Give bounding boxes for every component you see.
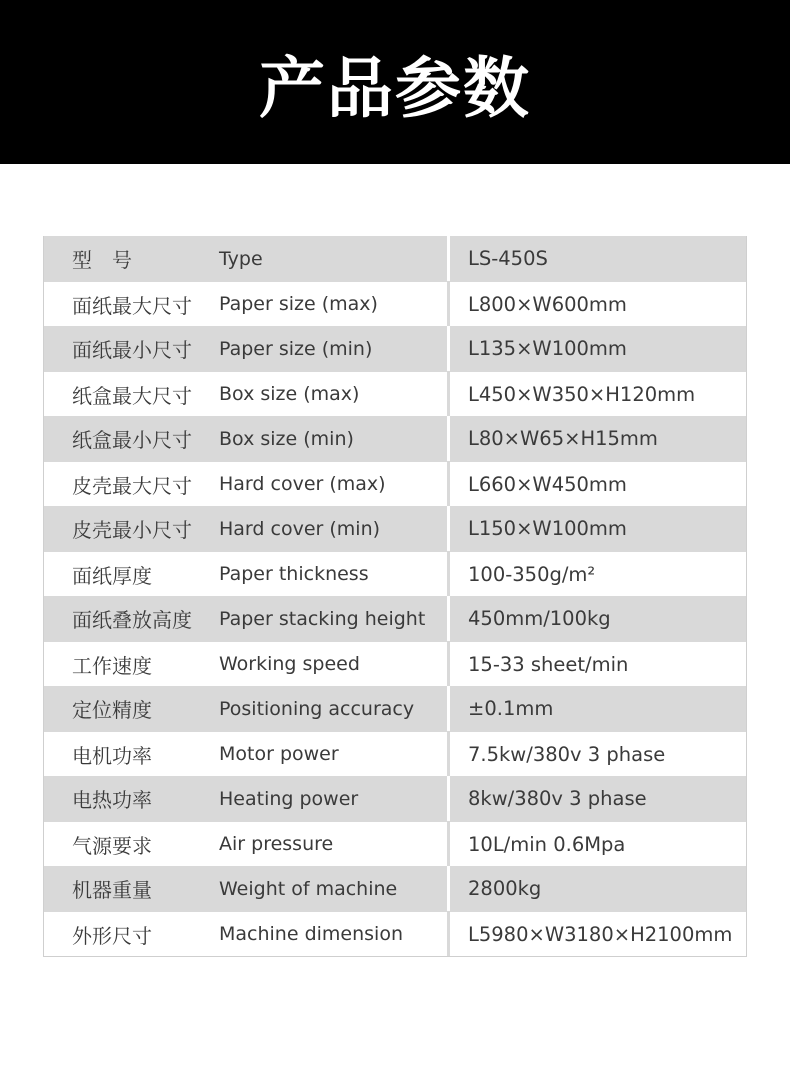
table-row (44, 641, 746, 686)
spec-value: 7.5kw/380v 3 phase (447, 732, 746, 776)
spec-name-en: Motor power (219, 743, 339, 765)
spec-value: L660×W450mm (447, 462, 746, 506)
spec-value: 450mm/100kg (447, 596, 746, 641)
table-row (44, 281, 746, 326)
spec-value: 10L/min 0.6Mpa (447, 822, 746, 866)
spec-value: ±0.1mm (447, 686, 746, 731)
spec-name-en: Weight of machine (219, 877, 398, 900)
spec-name-en: Paper stacking height (219, 607, 426, 630)
table-row (44, 776, 746, 821)
spec-value: LS-450S (447, 236, 746, 281)
spec-name-cn: 皮壳最小尺寸 (72, 518, 192, 542)
spec-name-cn: 面纸最小尺寸 (72, 338, 192, 362)
spec-name-en: Hard cover (min) (219, 517, 381, 540)
spec-value: 8kw/380v 3 phase (447, 776, 746, 821)
spec-name-en: Box size (max) (219, 383, 360, 405)
spec-name-en: Working speed (219, 653, 360, 675)
header-banner (0, 0, 790, 164)
spec-value: 100-350g/m² (447, 552, 746, 596)
spec-name-cn: 面纸厚度 (72, 563, 152, 588)
table-row (44, 731, 746, 776)
spec-value: L150×W100mm (447, 506, 746, 551)
spec-name-cn: 纸盒最大尺寸 (72, 383, 192, 408)
spec-name-cn: 电热功率 (72, 788, 152, 812)
spec-name-en: Heating power (219, 787, 359, 810)
spec-name-cn: 机器重量 (72, 878, 152, 902)
spec-name-en: Paper thickness (219, 563, 369, 585)
spec-value: L800×W600mm (447, 282, 746, 326)
spec-name-en: Machine dimension (219, 923, 403, 945)
spec-name-en: Type (219, 247, 263, 270)
table-row (44, 326, 746, 371)
table-row (44, 371, 746, 416)
table-row (44, 821, 746, 866)
spec-name-en: Paper size (min) (219, 337, 373, 360)
spec-name-en: Paper size (max) (219, 293, 378, 315)
spec-name-en: Box size (min) (219, 427, 354, 450)
spec-table (43, 236, 747, 957)
spec-value: L135×W100mm (447, 326, 746, 371)
spec-name-cn: 外形尺寸 (72, 923, 152, 948)
spec-value: L5980×W3180×H2100mm (447, 912, 746, 956)
table-row (44, 686, 746, 731)
spec-value: L450×W350×H120mm (447, 372, 746, 416)
spec-name-cn: 皮壳最大尺寸 (72, 473, 192, 498)
page-title: 产品参数 (259, 49, 531, 127)
spec-name-cn: 工作速度 (72, 653, 152, 678)
table-row (44, 911, 746, 956)
spec-name-cn: 气源要求 (72, 833, 152, 858)
table-row (44, 551, 746, 596)
spec-name-en: Positioning accuracy (219, 697, 415, 720)
table-row (44, 236, 746, 281)
spec-value: 2800kg (447, 866, 746, 911)
spec-name-cn: 面纸最大尺寸 (72, 293, 192, 318)
spec-value: 15-33 sheet/min (447, 642, 746, 686)
table-row (44, 596, 746, 641)
table-row (44, 866, 746, 911)
spec-name-cn: 电机功率 (72, 743, 152, 768)
spec-name-en: Hard cover (max) (219, 473, 386, 495)
spec-name-cn: 纸盒最小尺寸 (72, 428, 192, 452)
table-row (44, 416, 746, 461)
spec-value: L80×W65×H15mm (447, 416, 746, 461)
table-row (44, 506, 746, 551)
spec-name-cn: 面纸叠放高度 (72, 608, 192, 632)
table-row (44, 461, 746, 506)
spec-name-cn: 定位精度 (72, 698, 152, 722)
spec-name-en: Air pressure (219, 833, 334, 855)
spec-name-cn: 型 号 (72, 248, 132, 272)
